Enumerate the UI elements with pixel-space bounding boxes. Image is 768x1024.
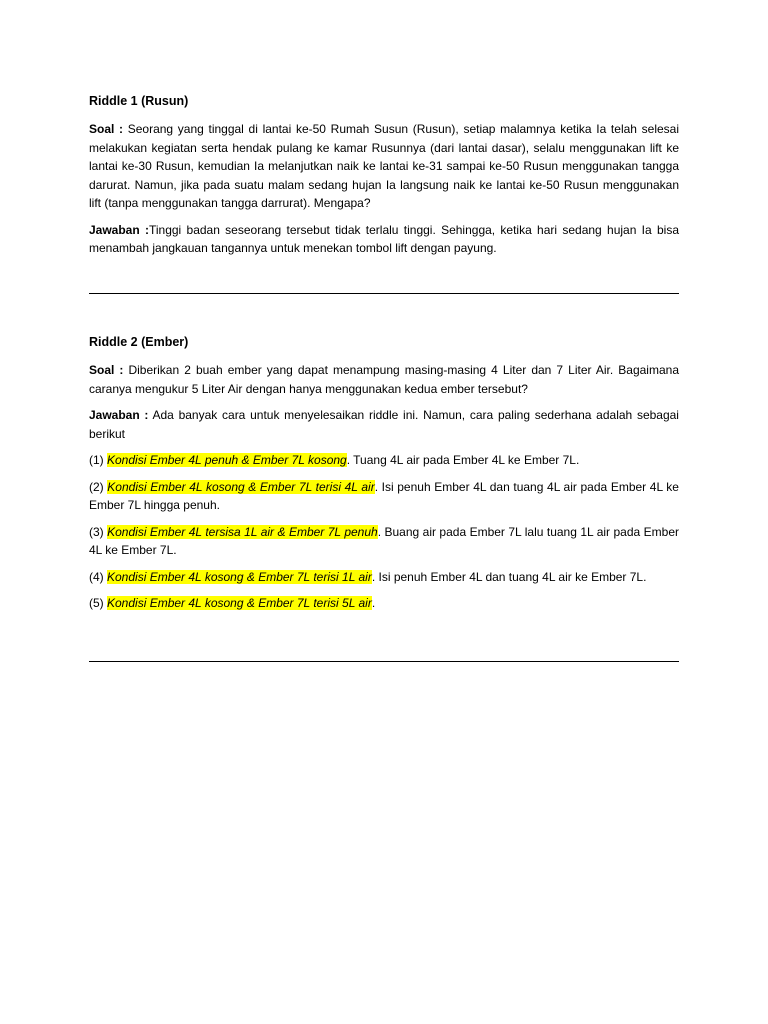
step-number: (4) [89,569,107,584]
step-instruction: . Buang air pada Ember 7L lalu tuang 1L air pada Ember 4L ke Ember 7L. [89,524,679,557]
riddle-1-soal-label: Soal : [89,122,124,136]
step-condition-highlight: Kondisi Ember 4L kosong & Ember 7L terisi 1L air [107,569,372,584]
step-condition-highlight: Kondisi Ember 4L tersisa 1L air & Ember 7L penuh [107,524,378,539]
riddle-2-question [89,361,679,398]
step-condition-highlight: Kondisi Ember 4L kosong & Ember 7L terisi 4L air [107,479,375,494]
step-4 [89,568,679,587]
riddle-2-answer [89,406,679,443]
step-condition-highlight: Kondisi Ember 4L penuh & Ember 7L kosong [107,453,347,467]
step-instruction: . [371,596,376,610]
step-number: (3) [89,524,108,539]
divider-line [89,661,679,662]
step-2 [89,478,679,515]
step-3 [89,523,679,560]
step-instruction: . Isi penuh Ember 4L dan tuang 4L air ke Ember 7L. [371,569,647,584]
riddle-1-soal-text: Seorang yang tinggal di lantai ke-50 Rumah Susun (Rusun), setiap malamnya ketika Ia telah selesai melakukan kegiatan serta hendak pulang ke kamar Rusunnya (dari lantai dasar), selalu menggunakan lift ke lantai ke-30 Rusun, kemudian Ia melanjutkan naik ke lantai ke-31 sampai ke-50 Rusun menggunakan tangga darurat. Namun, jika pada suatu malam sedang hujan Ia langsung naik ke lantai ke-50 Rusun menggunakan lift (tanpa menggunakan tangga darrurat). Mengapa? [89,122,679,210]
step-1 [89,451,679,470]
riddle-2-section [89,333,679,621]
riddle-1-jawaban-label: Jawaban : [89,222,149,237]
riddle-1-question [89,120,679,213]
step-number: (2) [89,479,108,494]
step-5 [89,594,679,613]
riddle-1-answer [89,221,679,258]
riddle-1-section [89,92,679,266]
riddle-2-jawaban-text: Ada banyak cara untuk menyelesaikan riddle ini. Namun, cara paling sederhana adalah sebagai berikut [89,408,679,441]
riddle-2-jawaban-label: Jawaban : [89,408,149,422]
riddle-2-soal-label: Soal : [89,363,124,377]
riddle-2-soal-text: Diberikan 2 buah ember yang dapat menampung masing-masing 4 Liter dan 7 Liter Air. Bagaimana caranya mengukur 5 Liter Air dengan hanya menggunakan kedua ember tersebut? [89,363,679,396]
step-number: (1) [89,453,107,467]
riddle-1-title: Riddle 1 (Rusun) [89,94,189,108]
step-instruction: . Isi penuh Ember 4L dan tuang 4L air pada Ember 4L ke Ember 7L hingga penuh. [89,479,679,512]
step-condition-highlight: Kondisi Ember 4L kosong & Ember 7L terisi 5L air [107,596,372,610]
step-number: (5) [89,596,107,610]
step-instruction: . Tuang 4L air pada Ember 4L ke Ember 7L. [346,453,580,467]
riddle-2-title: Riddle 2 (Ember) [89,335,189,349]
divider-line [89,293,679,294]
riddle-1-jawaban-text: Tinggi badan seseorang tersebut tidak terlalu tinggi. Sehingga, ketika hari sedang hujan Ia bisa menambah jangkauan tangannya untuk menekan tombol lift dengan payung. [89,222,679,255]
